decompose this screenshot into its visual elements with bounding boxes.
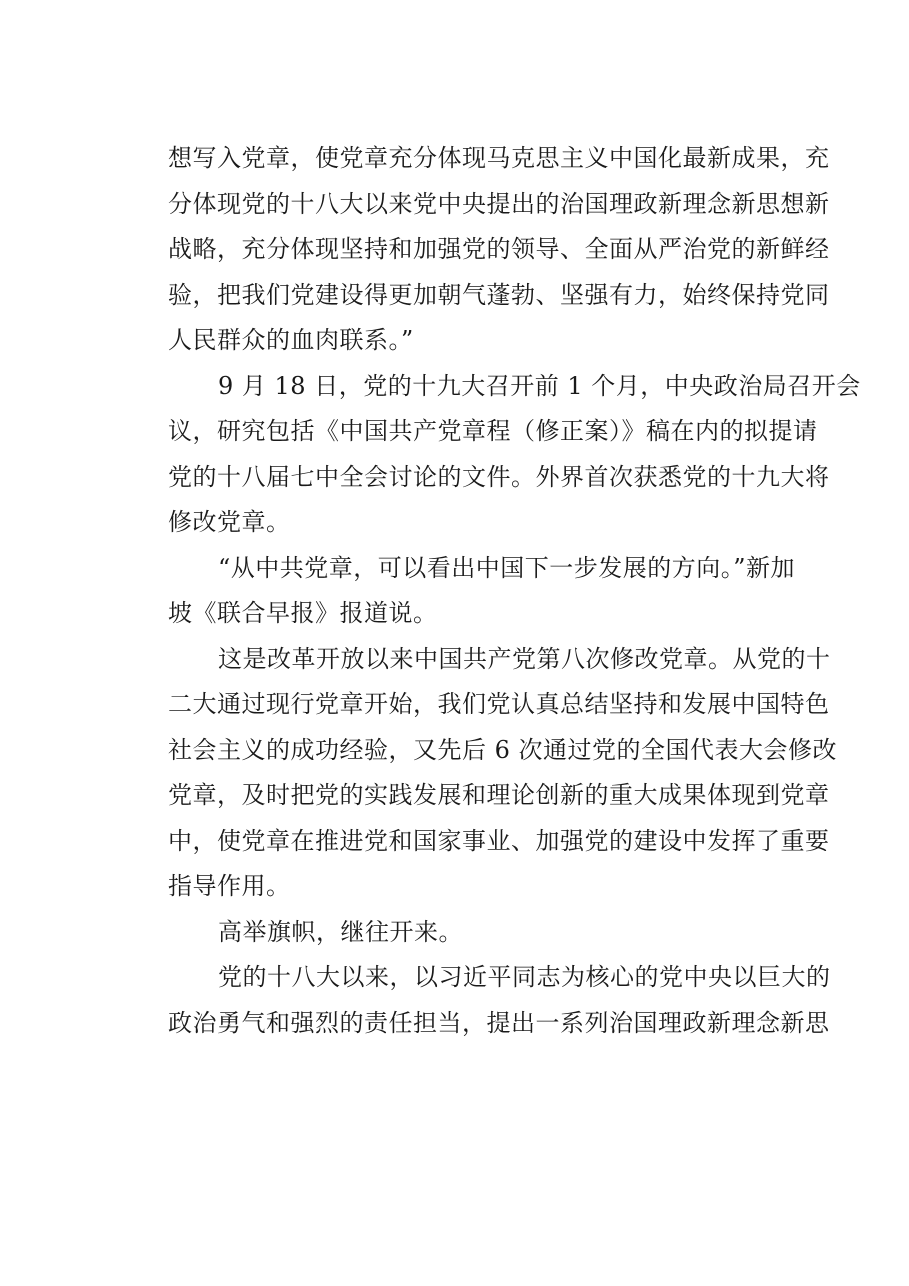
body-text [168, 136, 861, 1046]
text-line-9: 修改党章。 [168, 508, 291, 536]
text-line-4: 验，把我们党建设得更加朝气蓬勃、坚强有力，始终保持党同 [168, 280, 830, 309]
text-line-5: 人民群众的血肉联系。” [168, 326, 414, 354]
text-line-7: 议，研究包括《中国共产党章程（修正案）》稿在内的拟提请 [168, 417, 818, 445]
text-line-15: 党章，及时把党的实践发展和理论创新的重大成果体现到党章 [168, 781, 830, 809]
text-line-12: 这是改革开放以来中国共产党第八次修改党章。从党的十 [218, 644, 831, 673]
text-line-16: 中，使党章在推进党和国家事业、加强党的建设中发挥了重要 [168, 826, 830, 855]
text-line-1: 想写入党章，使党章充分体现马克思主义中国化最新成果，充 [168, 144, 830, 172]
text-line-8: 党的十八届七中全会讨论的文件。外界首次获悉党的十九大将 [168, 462, 830, 491]
text-line-17: 指导作用。 [168, 872, 291, 900]
text-line-20: 政治勇气和强烈的责任担当，提出一系列治国理政新理念新思 [168, 1008, 830, 1037]
text-line-13: 二大通过现行党章开始，我们党认真总结坚持和发展中国特色 [168, 690, 830, 718]
text-line-6: 9 月 18 日，党的十九大召开前 1 个月，中央政治局召开会 [218, 371, 861, 400]
text-line-10: “从中共党章，可以看出中国下一步发展的方向。”新加 [218, 553, 796, 582]
text-line-2: 分体现党的十八大以来党中央提出的治国理政新理念新思想新 [168, 189, 830, 218]
text-line-18: 高举旗帜，继往开来。 [218, 917, 463, 946]
text-line-19: 党的十八大以来，以习近平同志为核心的党中央以巨大的 [218, 963, 831, 991]
text-line-11: 坡《联合早报》报道说。 [168, 599, 438, 627]
text-line-14: 社会主义的成功经验，又先后 6 次通过党的全国代表大会修改 [168, 735, 838, 764]
text-line-3: 战略，充分体现坚持和加强党的领导、全面从严治党的新鲜经 [168, 235, 830, 263]
